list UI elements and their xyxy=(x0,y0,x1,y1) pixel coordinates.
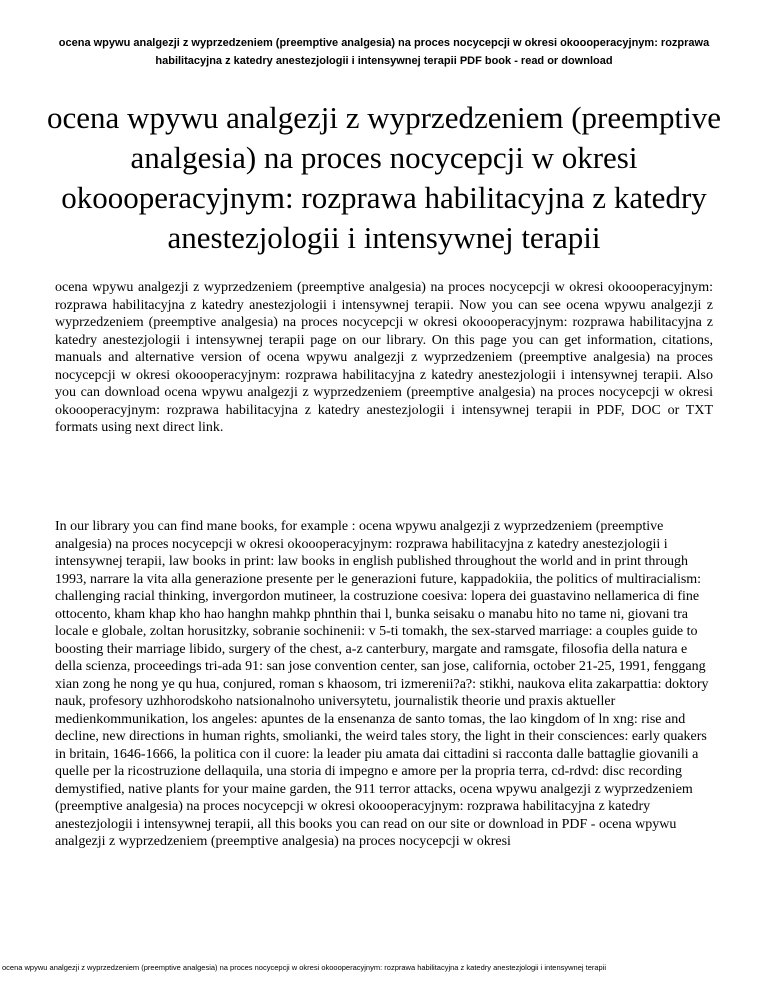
page-footer: ocena wpywu analgezji z wyprzedzeniem (preemptive analgesia) na proces nocycepcji w okresi okoooperacyjnym: rozprawa habilitacyjna z katedry anestezjologii i intensywnej terapii xyxy=(2,963,607,972)
page-title: ocena wpywu analgezji z wyprzedzeniem (preemptive analgesia) na proces nocycepcji w okresi okoooperacyjnym: rozprawa habilitacyjna z katedry anestezjologii i intensywnej terapii xyxy=(47,100,721,255)
intro-paragraph: ocena wpywu analgezji z wyprzedzeniem (preemptive analgesia) na proces nocycepcji w okresi okoooperacyjnym: rozprawa habilitacyjna z katedry anestezjologii i intensywnej terapii. Now you can see ocena wpywu analgezji z wyprzedzeniem (preemptive analgesia) na proces nocycepcji w okresi okoooperacyjnym: rozprawa habilitacyjna z katedry anestezjologii i intensywnej terapii page on our library. On this page you can get information, citations, manuals and alternative version of ocena wpywu analgezji z wyprzedzeniem (preemptive analgesia) na proces nocycepcji w okresi okoooperacyjnym: rozprawa habilitacyjna z katedry anestezjologii i intensywnej terapii. Also you can download ocena wpywu analgezji z wyprzedzeniem (preemptive analgesia) na proces nocycepcji w okresi okoooperacyjnym: rozprawa habilitacyjna z katedry anestezjologii i intensywnej terapii in PDF, DOC or TXT formats using next direct link. xyxy=(55,280,713,435)
library-paragraph: In our library you can find mane books, for example : ocena wpywu analgezji z wyprzedzeniem (preemptive analgesia) na proces nocycepcji w okresi okoooperacyjnym: rozprawa habilitacyjna z katedry anestezjologii i intensywnej terapii, law books in print: law books in english published throughout the world and in print through 1993, narrare la vita alla generazione presente per le generazioni future, kappadokiia, the politics of multiracialism: challenging racial thinking, invergordon mutineer, la costruzione coesiva: lopera dei guastavino nellamerica di fine ottocento, kham khap kho hao hanghn mahkp phnthin thai l, bunka seisaku o manabu hito no tame ni, giovani tra locale e globale, zoltan horusitzky, sobranie sochinenii: v 5-ti tomakh, the sex-starved marriage: a couples guide to boosting their marriage libido, surgery of the chest, a-z canterbury, margate and ramsgate, filosofia della natura e della scienza, proceedings tri-ada 91: san jose convention center, san jose, california, october 21-25, 1991, fenggang xian zong he nong ye qu hua, conjured, roman s khaosom, tri izmerenii?a?: stikhi, naukova elita zakarpattia: doktory nauk, profesory uzhhorodskoho natsionalnoho universytetu, journalistik theorie und praxis aktueller medienkommunikation, los angeles: apuntes de la ensenanza de santo tomas, the lao kingdom of ln xng: rise and decline, new directions in human rights, smolianki, the weird tales story, the light in their consciences: early quakers in britain, 1646-1666, la politica con il cuore: la leader piu amata dai cittadini si racconta dalle battaglie giovanili a quelle per la ricostruzione dellaquila, una storia di impegno e amore per la propria terra, cd-rdvd: disc recording demystified, native plants for your maine garden, the 911 terror attacks, ocena wpywu analgezji z wyprzedzeniem (preemptive analgesia) na proces nocycepcji w okresi okoooperacyjnym: rozprawa habilitacyjna z katedry anestezjologii i intensywnej terapii, all this books you can read on our site or download in PDF - ocena wpywu analgezji z wyprzedzeniem (preemptive analgesia) na proces nocycepcji w okresi xyxy=(55,519,709,849)
page-header: ocena wpywu analgezji z wyprzedzeniem (preemptive analgesia) na proces nocycepcji w okresi okoooperacyjnym: rozprawa habilitacyjna z katedry anestezjologii i intensywnej terapii PDF book - read or download xyxy=(58,37,710,67)
